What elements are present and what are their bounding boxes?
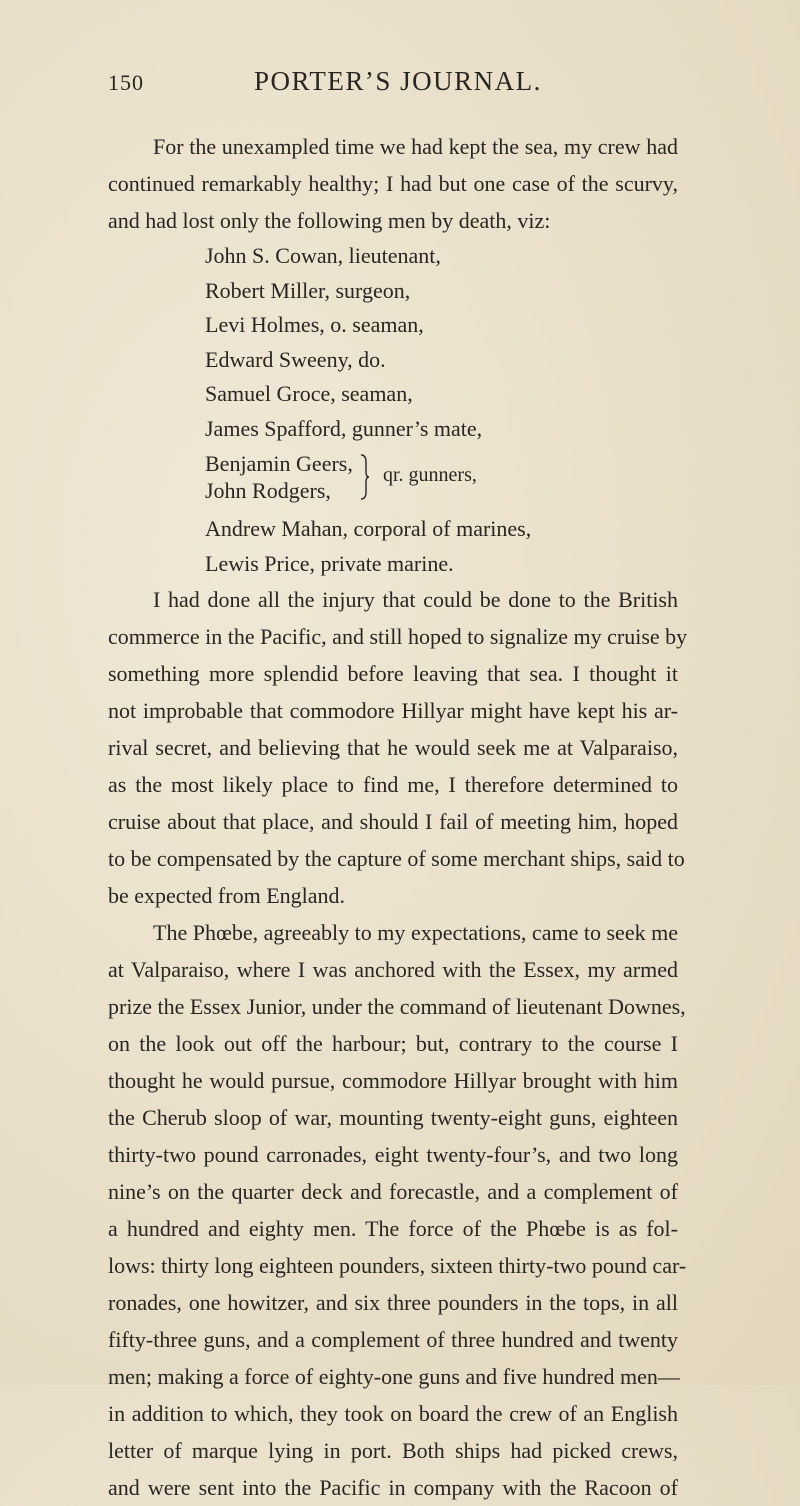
list-item: Robert Miller, surgeon, — [205, 277, 411, 303]
page-number: 150 — [108, 70, 144, 95]
paragraph-3 — [108, 914, 687, 1506]
text-line: The Phœbe, agreeably to my expectations, came to seek me — [153, 920, 678, 945]
text-line: something more splendid before leaving that sea. I thought it — [108, 661, 678, 686]
text-line: commerce in the Pacific, and still hoped to signalize my cruise by — [108, 624, 688, 649]
text-line: in addition to which, they took on board the crew of an English — [108, 1401, 678, 1426]
list-item: Edward Sweeny, do. — [205, 346, 386, 372]
list-item: Levi Holmes, o. seaman, — [205, 312, 424, 337]
bracketed-names — [205, 450, 353, 504]
bracket-label: qr. gunners, — [383, 464, 477, 486]
text-line: rival secret, and believing that he would seek me at Valparaiso, — [108, 735, 678, 760]
brace-icon — [359, 454, 369, 500]
page-header — [108, 62, 628, 102]
text-line: the Cherub sloop of war, mounting twenty-eight guns, eighteen — [108, 1105, 678, 1130]
list-item: John Rodgers, — [205, 478, 331, 503]
bracketed-entry — [205, 450, 678, 510]
text-line: and were sent into the Pacific in company with the Racoon of — [108, 1475, 678, 1500]
text-line: at Valparaiso, where I was anchored with the Essex, my armed — [108, 957, 678, 982]
text-line: on the look out off the harbour; but, contrary to the course I — [108, 1031, 678, 1056]
deaths-list — [108, 239, 678, 581]
text-line: continued remarkably healthy; I had but one case of the scurvy, — [108, 171, 678, 196]
text-line: lows: thirty long eighteen pounders, sixteen thirty-two pound car- — [108, 1253, 687, 1278]
text-line: I had done all the injury that could be done to the British — [153, 587, 678, 612]
list-item: James Spafford, gunner’s mate, — [205, 415, 483, 441]
text-line: as the most likely place to find me, I therefore determined to — [108, 772, 678, 797]
intro-paragraph — [108, 128, 678, 239]
body-text — [108, 128, 688, 1506]
text-line: thirty-two pound carronades, eight twenty-four’s, and two long — [108, 1142, 678, 1167]
list-item: Benjamin Geers, — [205, 451, 353, 476]
text-line: fifty-three guns, and a complement of three hundred and twenty — [108, 1327, 678, 1352]
list-item: Andrew Mahan, corporal of marines, — [205, 516, 532, 541]
text-line: For the unexampled time we had kept the sea, my crew had — [153, 134, 678, 159]
text-line: prize the Essex Junior, under the command of lieutenant Downes, — [108, 994, 686, 1019]
text-line: and had lost only the following men by death, viz: — [108, 208, 551, 233]
text-line: cruise about that place, and should I fail of meeting him, hoped — [108, 809, 678, 834]
text-line: nine’s on the quarter deck and forecastle, and a complement of — [108, 1179, 678, 1204]
text-line: thought he would pursue, commodore Hillyar brought with him — [108, 1068, 678, 1093]
running-head: PORTER’S JOURNAL. — [254, 66, 542, 96]
list-item: Samuel Groce, seaman, — [205, 381, 413, 406]
text-line: ronades, one howitzer, and six three pounders in the tops, in all — [108, 1290, 678, 1315]
paragraph-2 — [108, 581, 688, 914]
text-line: be expected from England. — [108, 883, 346, 908]
list-item: Lewis Price, private marine. — [205, 550, 454, 576]
text-line: to be compensated by the capture of some merchant ships, said to — [108, 846, 685, 871]
list-item: John S. Cowan, lieutenant, — [205, 243, 441, 268]
text-line: men; making a force of eighty-one guns and five hundred men— — [108, 1364, 680, 1389]
text-line: letter of marque lying in port. Both ships had picked crews, — [108, 1438, 678, 1463]
text-line: a hundred and eighty men. The force of the Phœbe is as fol- — [108, 1216, 678, 1241]
text-line: not improbable that commodore Hillyar might have kept his ar- — [108, 698, 678, 723]
